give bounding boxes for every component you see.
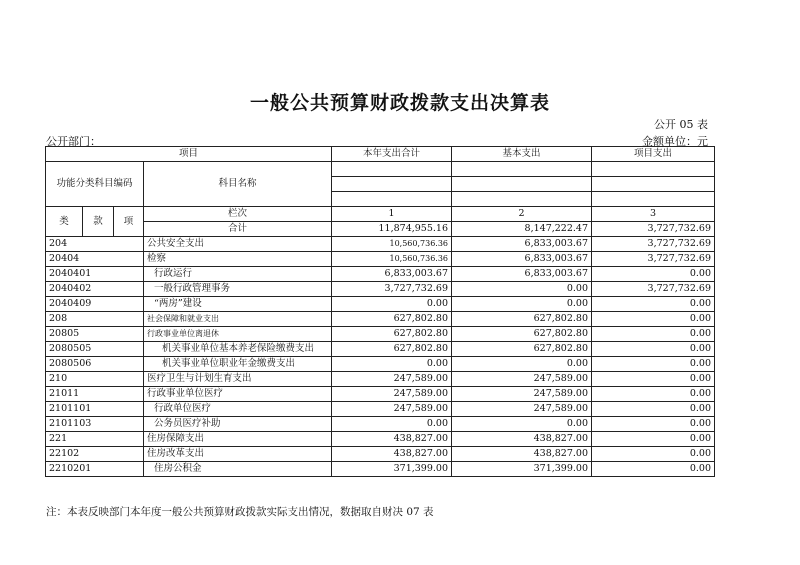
- header-blank: [332, 192, 452, 207]
- row-name: 检察: [144, 252, 332, 267]
- row-total: 371,399.00: [332, 462, 452, 477]
- row-project: 0.00: [592, 402, 715, 417]
- row-total: 3,727,732.69: [332, 282, 452, 297]
- row-name: 行政事业单位离退休: [144, 327, 332, 342]
- table-row: [46, 447, 715, 462]
- row-basic: 0.00: [452, 357, 592, 372]
- row-basic: 247,589.00: [452, 402, 592, 417]
- row-basic: 6,833,003.67: [452, 267, 592, 282]
- row-basic: 371,399.00: [452, 462, 592, 477]
- table-row: [46, 237, 715, 252]
- row-total: 627,802.80: [332, 312, 452, 327]
- row-name: 住房公积金: [144, 462, 332, 477]
- row-basic: 6,833,003.67: [452, 252, 592, 267]
- table-row: [46, 432, 715, 447]
- header-column: 栏次: [144, 207, 332, 222]
- header-kuan: 款: [83, 207, 114, 237]
- header-blank: [592, 192, 715, 207]
- table-row: [46, 372, 715, 387]
- row-code: 204: [46, 237, 144, 252]
- row-name: 公务员医疗补助: [144, 417, 332, 432]
- row-name: 公共安全支出: [144, 237, 332, 252]
- row-name: 行政单位医疗: [144, 402, 332, 417]
- table-row: [46, 342, 715, 357]
- row-project: 0.00: [592, 297, 715, 312]
- row-code: 2040401: [46, 267, 144, 282]
- row-basic: 247,589.00: [452, 387, 592, 402]
- header-blank: [332, 162, 452, 177]
- row-code: 2040402: [46, 282, 144, 297]
- row-total: 6,833,003.67: [332, 267, 452, 282]
- row-basic: 247,589.00: [452, 372, 592, 387]
- row-code: 2080506: [46, 357, 144, 372]
- table-row: [46, 252, 715, 267]
- row-name: 住房保障支出: [144, 432, 332, 447]
- row-code: 2080505: [46, 342, 144, 357]
- sum-total: 11,874,955.16: [332, 222, 452, 237]
- row-code: 2040409: [46, 297, 144, 312]
- header-item: 项目: [46, 147, 332, 162]
- sum-label: 合计: [144, 222, 332, 237]
- row-code: 2101101: [46, 402, 144, 417]
- table-row: [46, 462, 715, 477]
- row-name: 社会保障和就业支出: [144, 312, 332, 327]
- row-name: 医疗卫生与计划生育支出: [144, 372, 332, 387]
- table-row: [46, 357, 715, 372]
- row-basic: 438,827.00: [452, 432, 592, 447]
- row-total: 627,802.80: [332, 342, 452, 357]
- row-name: 一般行政管理事务: [144, 282, 332, 297]
- sum-basic: 8,147,222.47: [452, 222, 592, 237]
- row-project: 0.00: [592, 447, 715, 462]
- header-blank: [592, 177, 715, 192]
- header-func-code: 功能分类科目编码: [46, 162, 144, 207]
- table-row: [46, 312, 715, 327]
- header-basic: 基本支出: [452, 147, 592, 162]
- table-row: [46, 327, 715, 342]
- row-project: 0.00: [592, 387, 715, 402]
- table-row: [46, 387, 715, 402]
- row-total: 438,827.00: [332, 447, 452, 462]
- row-total: 0.00: [332, 357, 452, 372]
- row-basic: 0.00: [452, 282, 592, 297]
- row-project: 3,727,732.69: [592, 282, 715, 297]
- row-code: 20805: [46, 327, 144, 342]
- row-project: 0.00: [592, 357, 715, 372]
- department-label: 公开部门：: [46, 135, 101, 148]
- row-name: 行政事业单位医疗: [144, 387, 332, 402]
- header-blank: [592, 162, 715, 177]
- col-number-3: 3: [592, 207, 715, 222]
- header-total: 本年支出合计: [332, 147, 452, 162]
- row-total: 0.00: [332, 417, 452, 432]
- row-total: 247,589.00: [332, 402, 452, 417]
- row-project: 3,727,732.69: [592, 252, 715, 267]
- header-blank: [332, 177, 452, 192]
- row-code: 221: [46, 432, 144, 447]
- row-project: 0.00: [592, 327, 715, 342]
- row-basic: 0.00: [452, 417, 592, 432]
- row-code: 2210201: [46, 462, 144, 477]
- form-number: 公开 05 表: [654, 118, 708, 131]
- row-project: 0.00: [592, 342, 715, 357]
- header-project: 项目支出: [592, 147, 715, 162]
- row-total: 438,827.00: [332, 432, 452, 447]
- row-code: 210: [46, 372, 144, 387]
- row-total: 627,802.80: [332, 327, 452, 342]
- row-basic: 627,802.80: [452, 327, 592, 342]
- col-number-2: 2: [452, 207, 592, 222]
- table-row: [46, 402, 715, 417]
- row-project: 0.00: [592, 417, 715, 432]
- expenditure-table: [45, 146, 715, 477]
- footnote: 注：本表反映部门本年度一般公共预算财政拨款实际支出情况，数据取自财决 07 表: [46, 506, 434, 518]
- col-number-1: 1: [332, 207, 452, 222]
- row-name: 行政运行: [144, 267, 332, 282]
- row-project: 0.00: [592, 432, 715, 447]
- row-total: 10,560,736.36: [332, 237, 452, 252]
- row-basic: 438,827.00: [452, 447, 592, 462]
- row-project: 0.00: [592, 462, 715, 477]
- table-row: [46, 267, 715, 282]
- row-code: 21011: [46, 387, 144, 402]
- row-basic: 0.00: [452, 297, 592, 312]
- table-row: [46, 282, 715, 297]
- row-project: 3,727,732.69: [592, 237, 715, 252]
- row-total: 10,560,736.36: [332, 252, 452, 267]
- row-total: 247,589.00: [332, 387, 452, 402]
- sum-project: 3,727,732.69: [592, 222, 715, 237]
- row-project: 0.00: [592, 312, 715, 327]
- row-basic: 627,802.80: [452, 342, 592, 357]
- table-row: [46, 297, 715, 312]
- header-xiang: 项: [114, 207, 144, 237]
- row-total: 247,589.00: [332, 372, 452, 387]
- row-code: 22102: [46, 447, 144, 462]
- row-total: 0.00: [332, 297, 452, 312]
- unit-label: 金额单位：元: [642, 135, 708, 148]
- row-name: 住房改革支出: [144, 447, 332, 462]
- page-title: 一般公共预算财政拨款支出决算表: [249, 92, 550, 114]
- row-name: 机关事业单位基本养老保险缴费支出: [144, 342, 332, 357]
- row-code: 20404: [46, 252, 144, 267]
- header-subject-name: 科目名称: [144, 162, 332, 207]
- row-basic: 6,833,003.67: [452, 237, 592, 252]
- header-blank: [452, 192, 592, 207]
- row-name: 机关事业单位职业年金缴费支出: [144, 357, 332, 372]
- row-basic: 627,802.80: [452, 312, 592, 327]
- row-project: 0.00: [592, 267, 715, 282]
- row-code: 208: [46, 312, 144, 327]
- header-blank: [452, 177, 592, 192]
- row-code: 2101103: [46, 417, 144, 432]
- row-name: “两房”建设: [144, 297, 332, 312]
- header-lei: 类: [46, 207, 83, 237]
- table-row: [46, 417, 715, 432]
- header-blank: [452, 162, 592, 177]
- row-project: 0.00: [592, 372, 715, 387]
